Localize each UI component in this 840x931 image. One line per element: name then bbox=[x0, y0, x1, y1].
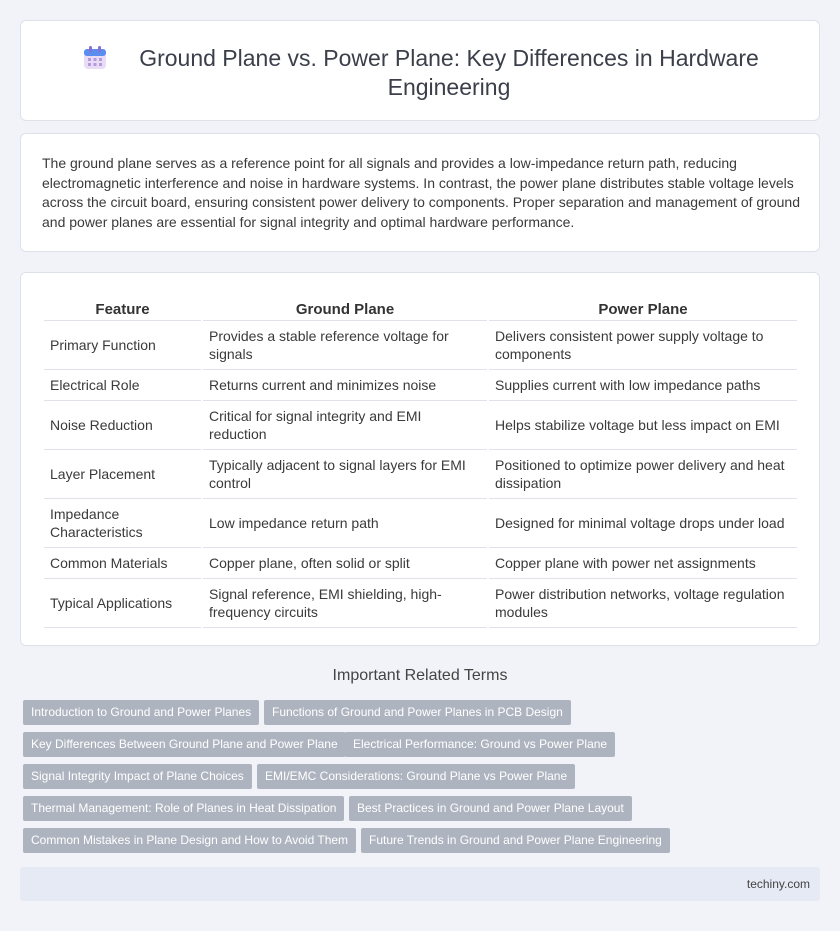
ground-cell: Typically adjacent to signal layers for EMI control bbox=[203, 450, 487, 499]
related-term-tag[interactable]: Thermal Management: Role of Planes in Heat Dissipation bbox=[23, 796, 344, 821]
feature-cell: Noise Reduction bbox=[44, 401, 201, 450]
table-row bbox=[44, 321, 797, 370]
header-ground-plane: Ground Plane bbox=[203, 297, 487, 321]
power-cell: Positioned to optimize power delivery and heat dissipation bbox=[489, 450, 797, 499]
comparison-table bbox=[42, 297, 799, 628]
related-term-tag[interactable]: Functions of Ground and Power Planes in PCB Design bbox=[264, 700, 571, 725]
table-row bbox=[44, 450, 797, 499]
related-term-tag[interactable]: Electrical Performance: Ground vs Power Plane bbox=[345, 732, 615, 757]
power-cell: Copper plane with power net assignments bbox=[489, 548, 797, 579]
ground-cell: Low impedance return path bbox=[203, 499, 487, 548]
feature-cell: Common Materials bbox=[44, 548, 201, 579]
page-title: Ground Plane vs. Power Plane: Key Differences in Hardware Engineering bbox=[139, 45, 759, 100]
ground-cell: Copper plane, often solid or split bbox=[203, 548, 487, 579]
table-row bbox=[44, 401, 797, 450]
header-power-plane: Power Plane bbox=[489, 297, 797, 321]
ground-cell: Critical for signal integrity and EMI reduction bbox=[203, 401, 487, 450]
table-row bbox=[44, 370, 797, 401]
ground-cell: Signal reference, EMI shielding, high-frequency circuits bbox=[203, 579, 487, 628]
table-header-row bbox=[44, 297, 797, 321]
power-cell: Delivers consistent power supply voltage to components bbox=[489, 321, 797, 370]
feature-cell: Typical Applications bbox=[44, 579, 201, 628]
footer-site-link[interactable]: techiny.com bbox=[746, 877, 810, 891]
title-card bbox=[20, 20, 820, 121]
footer bbox=[20, 867, 820, 901]
power-cell: Designed for minimal voltage drops under load bbox=[489, 499, 797, 548]
power-cell: Power distribution networks, voltage regulation modules bbox=[489, 579, 797, 628]
table-row bbox=[44, 548, 797, 579]
header-feature: Feature bbox=[44, 297, 201, 321]
feature-cell: Electrical Role bbox=[44, 370, 201, 401]
ground-cell: Provides a stable reference voltage for signals bbox=[203, 321, 487, 370]
calendar-icon bbox=[83, 46, 107, 70]
related-term-tag[interactable]: Best Practices in Ground and Power Plane Layout bbox=[349, 796, 632, 821]
feature-cell: Primary Function bbox=[44, 321, 201, 370]
related-term-tag[interactable]: Key Differences Between Ground Plane and Power Plane bbox=[23, 732, 346, 757]
related-term-tag[interactable]: Introduction to Ground and Power Planes bbox=[23, 700, 259, 725]
power-cell: Supplies current with low impedance paths bbox=[489, 370, 797, 401]
related-terms-title: Important Related Terms bbox=[332, 667, 508, 684]
feature-cell: Impedance Characteristics bbox=[44, 499, 201, 548]
intro-paragraph: The ground plane serves as a reference point for all signals and provides a low-impedance return path, reducing electromagnetic interference and noise in hardware systems. In contrast, the power plane distributes stable voltage levels across the circuit board, ensuring consistent power delivery to components. Proper separation and management of ground and power planes are essential for signal integrity and optimal hardware performance. bbox=[42, 155, 800, 230]
related-term-tag[interactable]: EMI/EMC Considerations: Ground Plane vs Power Plane bbox=[257, 764, 575, 789]
ground-cell: Returns current and minimizes noise bbox=[203, 370, 487, 401]
table-row bbox=[44, 579, 797, 628]
related-term-tag[interactable]: Future Trends in Ground and Power Plane Engineering bbox=[361, 828, 670, 853]
comparison-card bbox=[20, 272, 820, 646]
table-row bbox=[44, 499, 797, 548]
intro-card bbox=[20, 133, 820, 252]
power-cell: Helps stabilize voltage but less impact on EMI bbox=[489, 401, 797, 450]
feature-cell: Layer Placement bbox=[44, 450, 201, 499]
related-term-tag[interactable]: Signal Integrity Impact of Plane Choices bbox=[23, 764, 252, 789]
related-term-tag[interactable]: Common Mistakes in Plane Design and How to Avoid Them bbox=[23, 828, 356, 853]
